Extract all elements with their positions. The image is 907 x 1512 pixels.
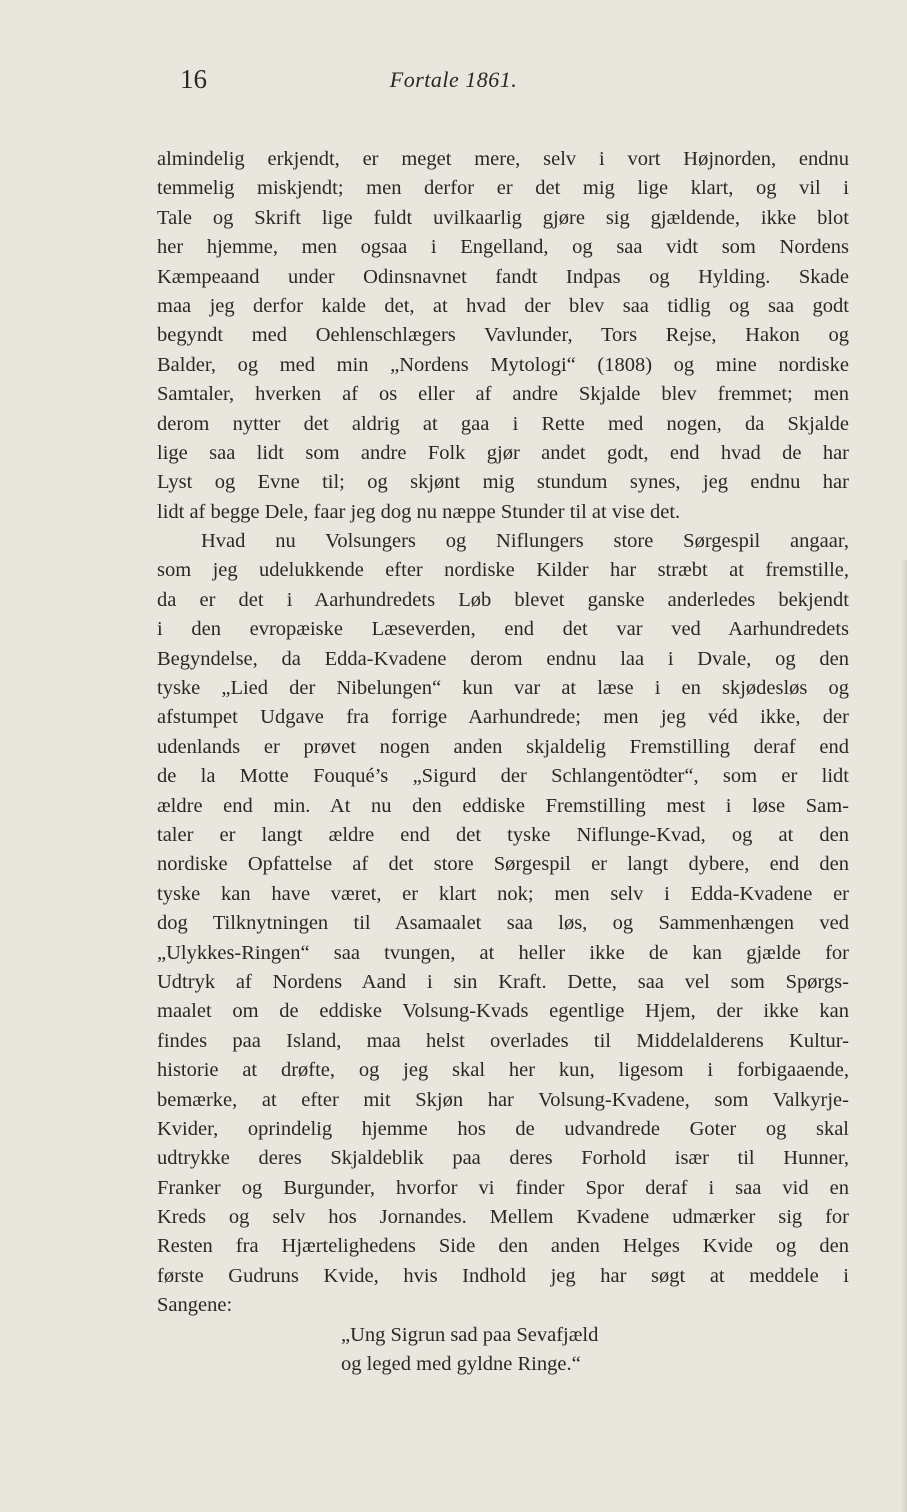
- text-line: Balder, og med min „Nordens Mytologi“ (1808) og mine nordiske: [157, 353, 849, 376]
- text-line: lidt af begge Dele, faar jeg dog nu næppe Stunder til at vise det.: [157, 500, 681, 523]
- paragraph-2: [157, 527, 849, 1321]
- text-line: i den evropæiske Læseverden, end det var ved Aarhundredets: [157, 618, 849, 641]
- text-line: de la Motte Fouqué’s „Sigurd der Schlangentödter“, som er lidt: [157, 765, 849, 788]
- text-line: udenlands er prøvet nogen anden skjaldelig Fremstilling deraf end: [157, 735, 849, 758]
- text-line: derom nytter det aldrig at gaa i Rette med nogen, da Skjalde: [157, 412, 849, 435]
- text-line: afstumpet Udgave fra forrige Aarhundrede; men jeg véd ikke, der: [157, 706, 849, 729]
- text-line: Udtryk af Nordens Aand i sin Kraft. Dette, saa vel som Spørgs-: [157, 970, 849, 993]
- text-line: findes paa Island, maa helst overlades til Middelalderens Kultur-: [157, 1029, 849, 1052]
- text-line: Kvider, oprindelig hjemme hos de udvandrede Goter og skal: [157, 1117, 849, 1140]
- text-line: tyske „Lied der Nibelungen“ kun var at læse i en skjødesløs og: [157, 677, 849, 700]
- text-line: maa jeg derfor kalde det, at hvad der blev saa tidlig og saa godt: [157, 294, 849, 317]
- page-edge: [901, 560, 907, 1512]
- text-line: tyske kan have været, er klart nok; men selv i Edda-Kvadene er: [157, 882, 849, 905]
- text-line: bemærke, at efter mit Skjøn har Volsung-Kvadene, som Valkyrje-: [157, 1088, 849, 1111]
- text-line: Kreds og selv hos Jornandes. Mellem Kvadene udmærker sig for: [157, 1206, 849, 1229]
- text-line: Sangene:: [157, 1294, 233, 1317]
- verse-line: og leged med gyldne Ringe.“: [341, 1353, 581, 1376]
- page-number: 16: [180, 64, 207, 94]
- body-text: [157, 145, 849, 1379]
- text-line: historie at drøfte, og jeg skal her kun, ligesom i forbigaaende,: [157, 1059, 849, 1082]
- text-line: dog Tilknytningen til Asamaalet saa løs, og Sammenhængen ved: [157, 912, 849, 935]
- text-line: da er det i Aarhundredets Løb blevet ganske anderledes bekjendt: [157, 588, 849, 611]
- text-line: udtrykke deres Skjaldeblik paa deres Forhold især til Hunner,: [157, 1147, 849, 1170]
- text-line: ældre end min. At nu den eddiske Fremstilling mest i løse Sam-: [157, 794, 849, 817]
- text-line: nordiske Opfattelse af det store Sørgespil er langt dybere, end den: [157, 853, 849, 876]
- text-line: lige saa lidt som andre Folk gjør andet godt, end hvad de har: [157, 441, 849, 464]
- paragraph-1: [157, 145, 849, 527]
- text-line: som jeg udelukkende efter nordiske Kilder har stræbt at fremstille,: [157, 559, 849, 582]
- text-line: Tale og Skrift lige fuldt uvilkaarlig gjøre sig gjældende, ikke blot: [157, 206, 849, 229]
- text-line: Lyst og Evne til; og skjønt mig stundum synes, jeg endnu har: [157, 471, 849, 494]
- text-line: temmelig miskjendt; men derfor er det mig lige klart, og vil i: [157, 177, 849, 200]
- page-header: [0, 63, 907, 99]
- running-title: Fortale 1861.: [389, 67, 518, 92]
- text-line: Samtaler, hverken af os eller af andre Skjalde blev fremmet; men: [157, 383, 849, 406]
- verse-line: „Ung Sigrun sad paa Sevafjæld: [341, 1323, 599, 1346]
- text-line: Hvad nu Volsungers og Niflungers store Sørgespil angaar,: [201, 530, 849, 553]
- text-line: almindelig erkjendt, er meget mere, selv i vort Højnorden, endnu: [157, 148, 849, 170]
- text-line: Begyndelse, da Edda-Kvadene derom endnu laa i Dvale, og den: [157, 647, 849, 670]
- text-line: taler er langt ældre end det tyske Niflunge-Kvad, og at den: [157, 823, 849, 846]
- text-line: Resten fra Hjærtelighedens Side den anden Helges Kvide og den: [157, 1235, 849, 1258]
- text-line: Kæmpeaand under Odinsnavnet fandt Indpas og Hylding. Skade: [157, 265, 849, 288]
- text-line: „Ulykkes-Ringen“ saa tvungen, at heller ikke de kan gjælde for: [157, 941, 849, 964]
- text-line: Franker og Burgunder, hvorfor vi finder Spor deraf i saa vid en: [157, 1176, 849, 1199]
- text-line: begyndt med Oehlenschlægers Vavlunder, Tors Rejse, Hakon og: [157, 324, 849, 347]
- text-line: maalet om de eddiske Volsung-Kvads egentlige Hjem, der ikke kan: [157, 1000, 849, 1023]
- verse-quotation: [157, 1321, 849, 1380]
- text-line: her hjemme, men ogsaa i Engelland, og saa vidt som Nordens: [157, 236, 849, 259]
- text-line: første Gudruns Kvide, hvis Indhold jeg har søgt at meddele i: [157, 1264, 849, 1287]
